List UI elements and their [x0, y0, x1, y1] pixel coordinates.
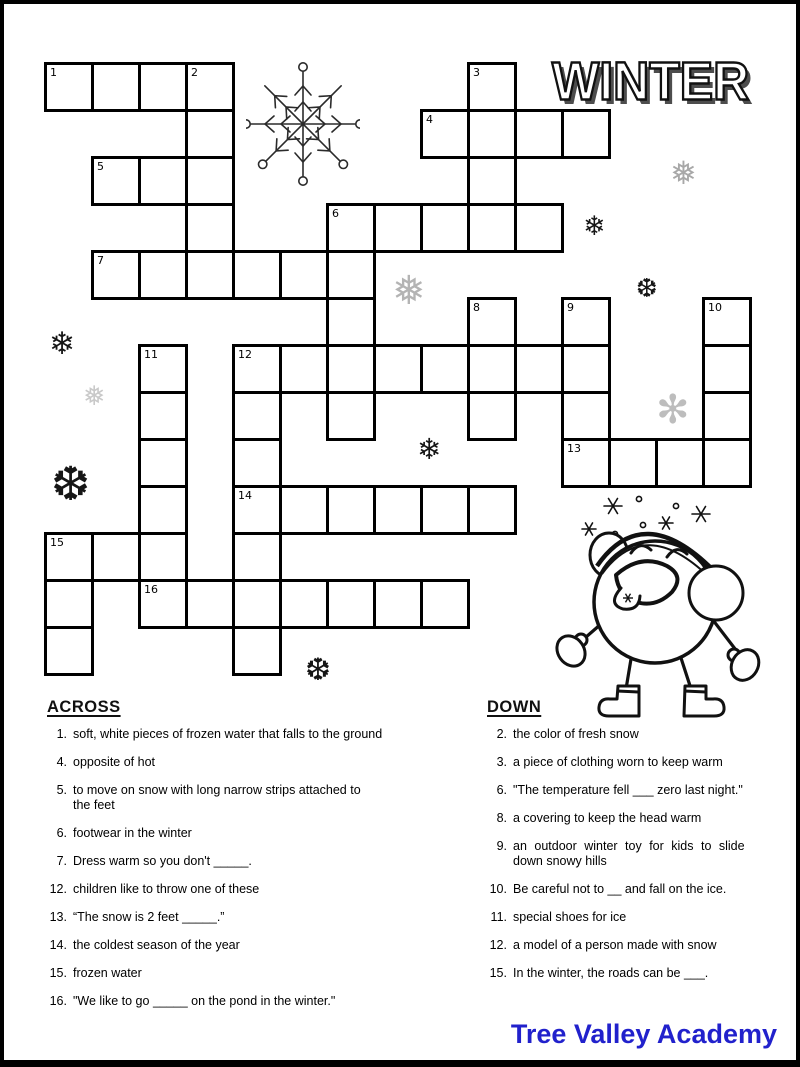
clue-item [480, 966, 765, 981]
grid-cell[interactable] [467, 156, 517, 206]
grid-cell[interactable] [138, 250, 188, 300]
grid-cell[interactable] [279, 250, 329, 300]
clue-item [480, 755, 765, 770]
snowflake-icon: ❆ [51, 457, 91, 512]
page-title: WINTER [552, 51, 750, 112]
grid-cell[interactable] [232, 579, 282, 629]
clue-item [480, 783, 765, 798]
snowflake-icon: ❅ [670, 154, 697, 192]
clue-item [40, 854, 405, 869]
cell-number: 7 [97, 254, 104, 267]
clue-number: 10. [489, 882, 507, 896]
cell-number: 2 [191, 66, 198, 79]
grid-cell[interactable] [138, 62, 188, 112]
clue-number: 8. [496, 811, 507, 825]
clue-number: 3. [496, 755, 507, 769]
grid-cell[interactable] [44, 532, 94, 582]
grid-cell[interactable] [467, 485, 517, 535]
clue-number: 15. [49, 966, 67, 980]
cell-number: 11 [144, 348, 158, 361]
clue-text: the coldest season of the year [73, 938, 240, 952]
brand-footer: Tree Valley Academy [510, 1019, 777, 1049]
grid-cell[interactable] [232, 626, 282, 676]
grid-cell[interactable] [702, 438, 752, 488]
clue-text: "We like to go _____ on the pond in the winter." [73, 994, 336, 1008]
grid-cell[interactable] [138, 344, 188, 394]
grid-cell[interactable] [185, 203, 235, 253]
grid-cell[interactable] [655, 438, 705, 488]
clue-item [40, 910, 405, 925]
clue-number: 13. [49, 910, 67, 924]
grid-cell[interactable] [326, 203, 376, 253]
snowflake-icon: ✻ [656, 387, 690, 433]
clue-number: 6. [496, 783, 507, 797]
clue-item [480, 882, 765, 897]
grid-cell[interactable] [326, 485, 376, 535]
grid-cell[interactable] [608, 438, 658, 488]
grid-cell[interactable] [467, 297, 517, 347]
clue-number: 9. [496, 839, 507, 853]
clue-number: 14. [49, 938, 67, 952]
clue-item [480, 839, 765, 869]
grid-cell[interactable] [326, 250, 376, 300]
grid-cell[interactable] [232, 438, 282, 488]
grid-cell[interactable] [91, 532, 141, 582]
grid-cell[interactable] [561, 297, 611, 347]
grid-cell[interactable] [467, 62, 517, 112]
across-clues-list [40, 727, 405, 1022]
grid-cell[interactable] [561, 438, 611, 488]
cell-number: 8 [473, 301, 480, 314]
clue-item [40, 882, 405, 897]
clue-item [480, 811, 765, 826]
clue-text: “The snow is 2 feet _____.” [73, 910, 225, 924]
grid-cell[interactable] [44, 62, 94, 112]
grid-cell[interactable] [420, 485, 470, 535]
cell-number: 3 [473, 66, 480, 79]
grid-cell[interactable] [514, 344, 564, 394]
grid-cell[interactable] [138, 579, 188, 629]
down-heading: DOWN [487, 698, 542, 716]
clue-text: to move on snow with long narrow strips attached to the feet [73, 783, 361, 812]
grid-cell[interactable] [232, 532, 282, 582]
grid-cell[interactable] [326, 344, 376, 394]
clue-text: special shoes for ice [513, 910, 627, 924]
grid-cell[interactable] [185, 109, 235, 159]
grid-cell[interactable] [279, 485, 329, 535]
grid-cell[interactable] [561, 344, 611, 394]
grid-cell[interactable] [467, 109, 517, 159]
clue-text: a model of a person made with snow [513, 938, 717, 952]
grid-cell[interactable] [91, 250, 141, 300]
clue-item [40, 727, 405, 742]
snowflake-icon: ❄ [417, 432, 442, 466]
grid-cell[interactable] [514, 109, 564, 159]
clue-text: Be careful not to __ and fall on the ice. [513, 882, 727, 896]
snowflake-icon: ❅ [83, 381, 106, 412]
grid-cell[interactable] [279, 579, 329, 629]
grid-cell[interactable] [91, 62, 141, 112]
grid-cell[interactable] [373, 579, 423, 629]
grid-cell[interactable] [561, 109, 611, 159]
clue-text: children like to throw one of these [73, 882, 260, 896]
clue-text: opposite of hot [73, 755, 156, 769]
cell-number: 6 [332, 207, 339, 220]
grid-cell[interactable] [420, 109, 470, 159]
grid-cell[interactable] [185, 579, 235, 629]
grid-cell[interactable] [138, 391, 188, 441]
cell-number: 16 [144, 583, 158, 596]
snowflake-icon: ❄ [49, 326, 75, 362]
grid-cell[interactable] [185, 156, 235, 206]
grid-cell[interactable] [232, 485, 282, 535]
clue-item [480, 910, 765, 925]
snowflake-icon: ❅ [392, 268, 426, 314]
clue-number: 4. [56, 755, 67, 769]
grid-cell[interactable] [561, 391, 611, 441]
clue-item [40, 826, 405, 841]
grid-cell[interactable] [185, 62, 235, 112]
grid-cell[interactable] [138, 485, 188, 535]
clue-item [40, 966, 405, 981]
cell-number: 13 [567, 442, 581, 455]
grid-cell[interactable] [373, 203, 423, 253]
grid-cell[interactable] [185, 250, 235, 300]
clue-item [40, 783, 405, 813]
clue-text: footwear in the winter [73, 826, 192, 840]
grid-cell[interactable] [373, 485, 423, 535]
clue-number: 15. [489, 966, 507, 980]
clue-number: 6. [56, 826, 67, 840]
grid-cell[interactable] [138, 438, 188, 488]
clue-item [40, 938, 405, 953]
grid-cell[interactable] [467, 344, 517, 394]
grid-cell[interactable] [138, 532, 188, 582]
clue-text: an outdoor winter toy for kids to slide down snowy hills [513, 839, 745, 868]
clue-text: Dress warm so you don't _____. [73, 854, 252, 868]
grid-cell[interactable] [467, 391, 517, 441]
grid-cell[interactable] [232, 250, 282, 300]
clue-number: 7. [56, 854, 67, 868]
clue-number: 12. [489, 938, 507, 952]
cell-number: 1 [50, 66, 57, 79]
clue-number: 12. [49, 882, 67, 896]
clue-number: 1. [56, 727, 67, 741]
snowflake-icon: ❆ [636, 274, 658, 304]
grid-cell[interactable] [467, 203, 517, 253]
cell-number: 12 [238, 348, 252, 361]
clue-number: 5. [56, 783, 67, 797]
grid-cell[interactable] [702, 297, 752, 347]
grid-cell[interactable] [91, 156, 141, 206]
clue-text: soft, white pieces of frozen water that falls to the ground [73, 727, 383, 741]
cell-number: 15 [50, 536, 64, 549]
clue-text: the color of fresh snow [513, 727, 639, 741]
grid-cell[interactable] [702, 391, 752, 441]
clue-text: a covering to keep the head warm [513, 811, 702, 825]
across-heading: ACROSS [47, 698, 121, 716]
grid-cell[interactable] [44, 626, 94, 676]
cell-number: 9 [567, 301, 574, 314]
clue-text: "The temperature fell ___ zero last night." [513, 783, 743, 797]
grid-cell[interactable] [326, 579, 376, 629]
down-clues-list [480, 727, 765, 994]
clue-item [480, 727, 765, 742]
cell-number: 5 [97, 160, 104, 173]
clue-text: In the winter, the roads can be ___. [513, 966, 709, 980]
cell-number: 4 [426, 113, 433, 126]
grid-cell[interactable] [326, 391, 376, 441]
cell-number: 14 [238, 489, 252, 502]
grid-cell[interactable] [420, 203, 470, 253]
grid-cell[interactable] [44, 579, 94, 629]
clue-number: 2. [496, 727, 507, 741]
grid-cell[interactable] [232, 344, 282, 394]
clue-item [40, 994, 405, 1009]
snowflake-icon: ❄ [583, 211, 606, 242]
grid-cell[interactable] [138, 156, 188, 206]
grid-cell[interactable] [232, 391, 282, 441]
clue-number: 11. [490, 910, 507, 924]
clue-number: 16. [49, 994, 67, 1008]
grid-cell[interactable] [514, 203, 564, 253]
clue-item [40, 755, 405, 770]
grid-cell[interactable] [373, 344, 423, 394]
grid-cell[interactable] [702, 344, 752, 394]
clue-text: frozen water [73, 966, 142, 980]
grid-cell[interactable] [420, 344, 470, 394]
cell-number: 10 [708, 301, 722, 314]
clue-item [480, 938, 765, 953]
grid-cell[interactable] [279, 344, 329, 394]
clue-text: a piece of clothing worn to keep warm [513, 755, 723, 769]
grid-cell[interactable] [326, 297, 376, 347]
grid-cell[interactable] [420, 579, 470, 629]
snowflake-icon: ❆ [305, 652, 331, 688]
